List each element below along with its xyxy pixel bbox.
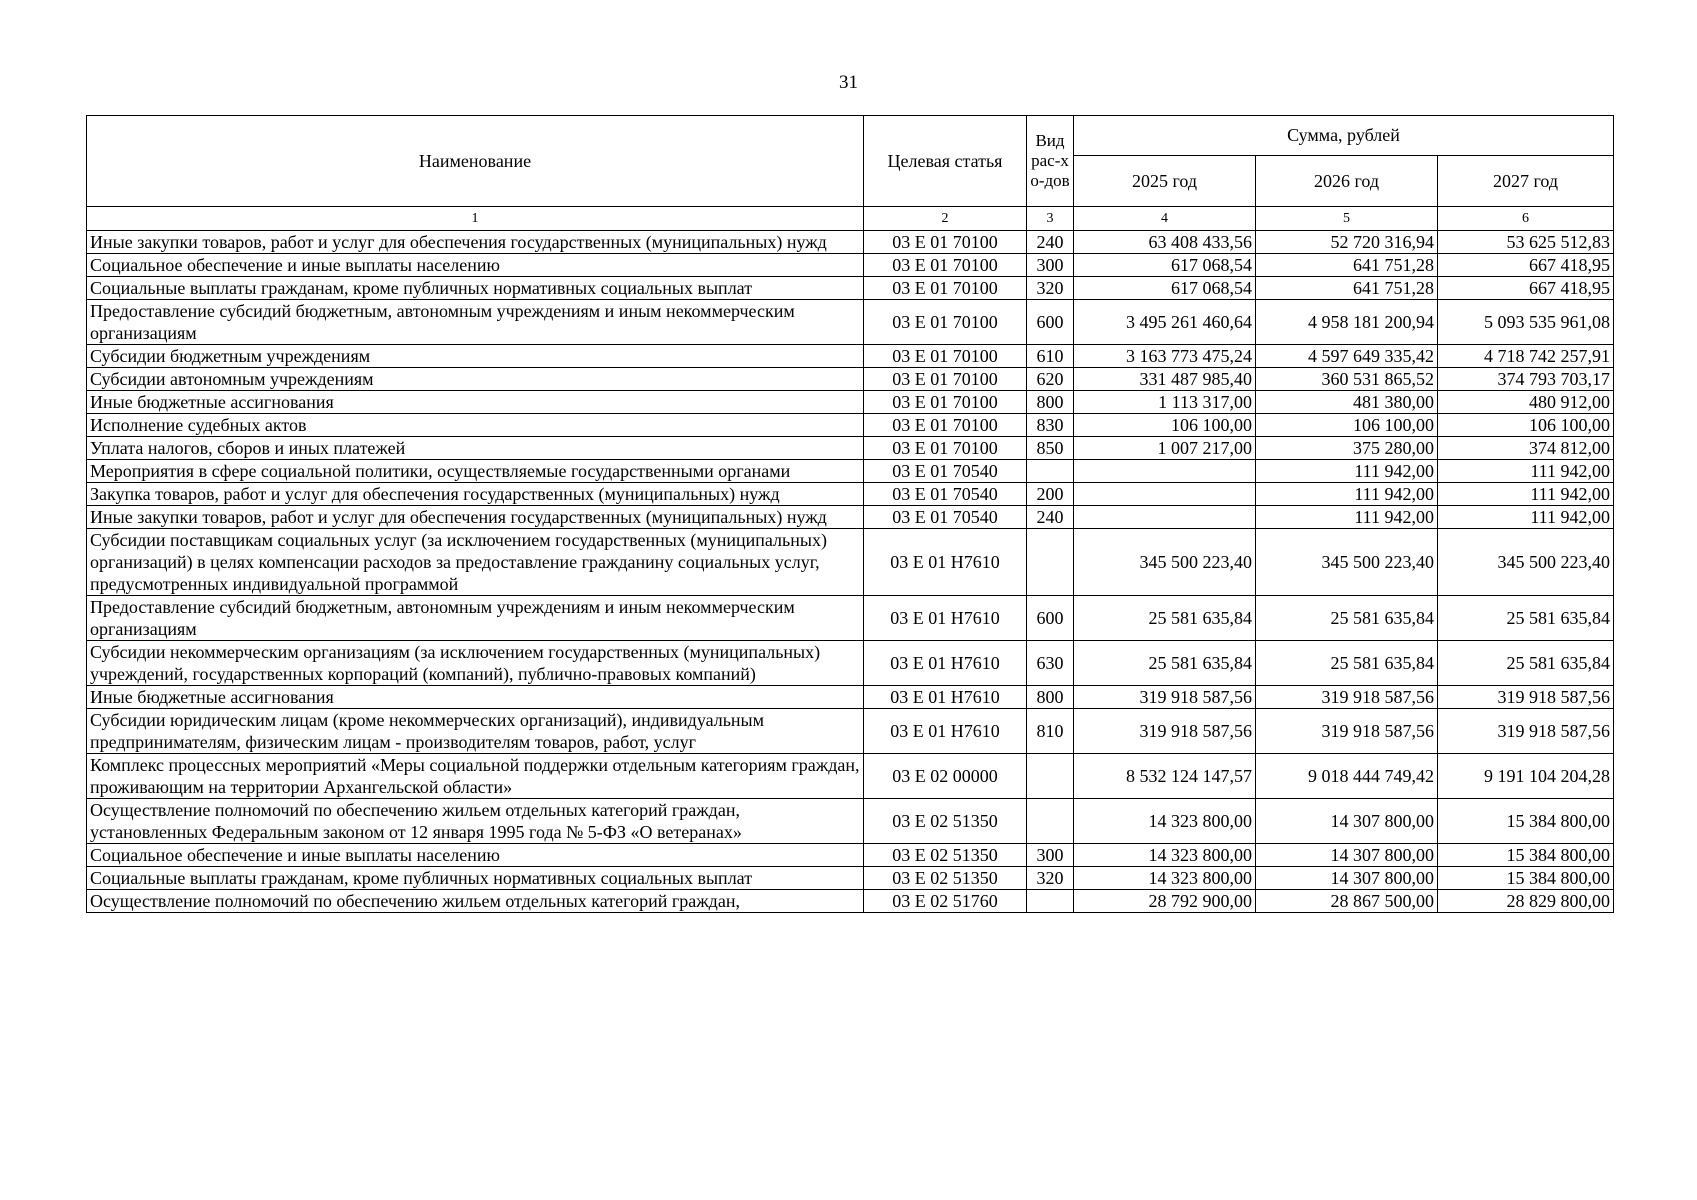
row-sum-2025: 345 500 223,40	[1074, 529, 1256, 596]
row-name: Субсидии автономным учреждениям	[87, 368, 864, 391]
row-sum-2026: 25 581 635,84	[1256, 641, 1438, 686]
row-target-article: 03 Е 01 70100	[864, 277, 1027, 300]
row-sum-2026: 106 100,00	[1256, 414, 1438, 437]
row-sum-2027: 28 829 800,00	[1438, 890, 1614, 913]
row-name: Субсидии поставщикам социальных услуг (за исключением государственных (муниципальных) организаций) в целях компенсации расходов за предоставление гражданину социальных услуг, предусмотренных индивидуальной программой	[87, 529, 864, 596]
column-number: 1	[87, 207, 864, 231]
row-sum-2026: 14 307 800,00	[1256, 867, 1438, 890]
table-row	[87, 437, 1614, 460]
row-sum-2027: 111 942,00	[1438, 506, 1614, 529]
row-target-article: 03 Е 01 70540	[864, 483, 1027, 506]
row-expense-type: 830	[1027, 414, 1074, 437]
row-sum-2025: 3 495 261 460,64	[1074, 300, 1256, 345]
row-target-article: 03 Е 01 70100	[864, 437, 1027, 460]
row-sum-2025	[1074, 483, 1256, 506]
row-sum-2025: 14 323 800,00	[1074, 867, 1256, 890]
row-name: Субсидии юридическим лицам (кроме некоммерческих организаций), индивидуальным предпринимателям, физическим лицам - производителям товаров, работ, услуг	[87, 709, 864, 754]
table-row	[87, 754, 1614, 799]
row-name: Уплата налогов, сборов и иных платежей	[87, 437, 864, 460]
header-expense-type: Вид рас-хо-дов	[1027, 116, 1074, 207]
table-row	[87, 641, 1614, 686]
row-sum-2027: 667 418,95	[1438, 254, 1614, 277]
row-name: Иные бюджетные ассигнования	[87, 391, 864, 414]
table-row	[87, 277, 1614, 300]
row-name: Иные закупки товаров, работ и услуг для обеспечения государственных (муниципальных) нужд	[87, 506, 864, 529]
row-target-article: 03 Е 01 70100	[864, 414, 1027, 437]
row-sum-2025: 3 163 773 475,24	[1074, 345, 1256, 368]
table-row	[87, 529, 1614, 596]
row-name: Осуществление полномочий по обеспечению жильем отдельных категорий граждан, установленных Федеральным законом от 12 января 1995 года № 5-ФЗ «О ветеранах»	[87, 799, 864, 844]
page-number: 31	[839, 72, 858, 93]
table-row	[87, 596, 1614, 641]
row-name: Социальное обеспечение и иные выплаты населению	[87, 844, 864, 867]
table-row	[87, 231, 1614, 254]
row-sum-2026: 52 720 316,94	[1256, 231, 1438, 254]
row-expense-type	[1027, 799, 1074, 844]
row-target-article: 03 Е 01 70100	[864, 231, 1027, 254]
row-name: Комплекс процессных мероприятий «Меры социальной поддержки отдельным категориям граждан, проживающим на территории Архангельской области»	[87, 754, 864, 799]
row-sum-2026: 345 500 223,40	[1256, 529, 1438, 596]
row-sum-2027: 374 812,00	[1438, 437, 1614, 460]
row-sum-2026: 4 958 181 200,94	[1256, 300, 1438, 345]
row-expense-type: 240	[1027, 231, 1074, 254]
row-sum-2025: 106 100,00	[1074, 414, 1256, 437]
row-target-article: 03 Е 01 70100	[864, 368, 1027, 391]
table-row	[87, 844, 1614, 867]
column-numbers-row	[87, 207, 1614, 231]
row-expense-type: 610	[1027, 345, 1074, 368]
table-row	[87, 414, 1614, 437]
table-body	[87, 231, 1614, 913]
row-sum-2026: 111 942,00	[1256, 506, 1438, 529]
row-sum-2025: 14 323 800,00	[1074, 799, 1256, 844]
column-number: 4	[1074, 207, 1256, 231]
row-target-article: 03 Е 01 70100	[864, 300, 1027, 345]
row-sum-2027: 106 100,00	[1438, 414, 1614, 437]
row-sum-2026: 375 280,00	[1256, 437, 1438, 460]
row-sum-2027: 25 581 635,84	[1438, 641, 1614, 686]
row-sum-2027: 15 384 800,00	[1438, 867, 1614, 890]
row-target-article: 03 Е 02 51350	[864, 799, 1027, 844]
row-sum-2025: 8 532 124 147,57	[1074, 754, 1256, 799]
column-number: 5	[1256, 207, 1438, 231]
row-target-article: 03 Е 02 51760	[864, 890, 1027, 913]
row-sum-2027: 15 384 800,00	[1438, 844, 1614, 867]
row-sum-2025: 28 792 900,00	[1074, 890, 1256, 913]
row-sum-2026: 641 751,28	[1256, 277, 1438, 300]
row-target-article: 03 Е 02 00000	[864, 754, 1027, 799]
row-expense-type: 810	[1027, 709, 1074, 754]
row-expense-type: 630	[1027, 641, 1074, 686]
row-target-article: 03 Е 01 Н7610	[864, 641, 1027, 686]
row-sum-2026: 4 597 649 335,42	[1256, 345, 1438, 368]
row-sum-2025: 617 068,54	[1074, 277, 1256, 300]
table-row	[87, 345, 1614, 368]
header-name: Наименование	[87, 116, 864, 207]
row-sum-2027: 667 418,95	[1438, 277, 1614, 300]
row-name: Предоставление субсидий бюджетным, автономным учреждениям и иным некоммерческим организациям	[87, 596, 864, 641]
header-year-2026: 2026 год	[1256, 156, 1438, 207]
row-sum-2026: 14 307 800,00	[1256, 844, 1438, 867]
row-sum-2026: 14 307 800,00	[1256, 799, 1438, 844]
header-sum-title: Сумма, рублей	[1074, 116, 1614, 156]
row-target-article: 03 Е 02 51350	[864, 844, 1027, 867]
row-sum-2026: 641 751,28	[1256, 254, 1438, 277]
table-row	[87, 709, 1614, 754]
table-row	[87, 483, 1614, 506]
row-expense-type: 320	[1027, 277, 1074, 300]
table-row	[87, 506, 1614, 529]
column-number: 6	[1438, 207, 1614, 231]
row-expense-type: 620	[1027, 368, 1074, 391]
row-sum-2027: 4 718 742 257,91	[1438, 345, 1614, 368]
row-name: Иные закупки товаров, работ и услуг для обеспечения государственных (муниципальных) нужд	[87, 231, 864, 254]
row-expense-type: 300	[1027, 844, 1074, 867]
row-sum-2027: 9 191 104 204,28	[1438, 754, 1614, 799]
row-sum-2026: 25 581 635,84	[1256, 596, 1438, 641]
row-sum-2027: 111 942,00	[1438, 460, 1614, 483]
row-sum-2027: 111 942,00	[1438, 483, 1614, 506]
header-year-2027: 2027 год	[1438, 156, 1614, 207]
row-sum-2026: 360 531 865,52	[1256, 368, 1438, 391]
row-sum-2025: 319 918 587,56	[1074, 686, 1256, 709]
row-expense-type: 600	[1027, 596, 1074, 641]
table-row	[87, 254, 1614, 277]
table-header	[87, 116, 1614, 231]
row-target-article: 03 Е 01 Н7610	[864, 529, 1027, 596]
row-sum-2025: 25 581 635,84	[1074, 641, 1256, 686]
row-sum-2025: 63 408 433,56	[1074, 231, 1256, 254]
row-sum-2025: 331 487 985,40	[1074, 368, 1256, 391]
row-name: Предоставление субсидий бюджетным, автономным учреждениям и иным некоммерческим организациям	[87, 300, 864, 345]
row-expense-type	[1027, 754, 1074, 799]
table-row	[87, 686, 1614, 709]
row-sum-2025: 25 581 635,84	[1074, 596, 1256, 641]
row-expense-type: 600	[1027, 300, 1074, 345]
row-name: Осуществление полномочий по обеспечению жильем отдельных категорий граждан,	[87, 890, 864, 913]
column-number: 3	[1027, 207, 1074, 231]
row-name: Социальное обеспечение и иные выплаты населению	[87, 254, 864, 277]
row-sum-2025: 617 068,54	[1074, 254, 1256, 277]
row-name: Исполнение судебных актов	[87, 414, 864, 437]
budget-table	[86, 115, 1614, 913]
row-target-article: 03 Е 01 70100	[864, 391, 1027, 414]
row-sum-2025: 14 323 800,00	[1074, 844, 1256, 867]
row-expense-type: 850	[1027, 437, 1074, 460]
table-row	[87, 890, 1614, 913]
row-sum-2025: 1 007 217,00	[1074, 437, 1256, 460]
row-sum-2027: 53 625 512,83	[1438, 231, 1614, 254]
table-row	[87, 391, 1614, 414]
row-expense-type: 800	[1027, 391, 1074, 414]
row-sum-2025: 319 918 587,56	[1074, 709, 1256, 754]
row-sum-2027: 5 093 535 961,08	[1438, 300, 1614, 345]
header-target-article: Целевая статья	[864, 116, 1027, 207]
table-row	[87, 867, 1614, 890]
row-name: Субсидии некоммерческим организациям (за исключением государственных (муниципальных) учреждений, государственных корпораций (компаний), публично-правовых компаний)	[87, 641, 864, 686]
row-target-article: 03 Е 01 70100	[864, 345, 1027, 368]
row-target-article: 03 Е 01 Н7610	[864, 596, 1027, 641]
row-expense-type	[1027, 460, 1074, 483]
row-target-article: 03 Е 01 70540	[864, 506, 1027, 529]
table-row	[87, 460, 1614, 483]
row-expense-type	[1027, 890, 1074, 913]
row-expense-type: 240	[1027, 506, 1074, 529]
row-name: Иные бюджетные ассигнования	[87, 686, 864, 709]
row-sum-2025	[1074, 460, 1256, 483]
row-target-article: 03 Е 01 70100	[864, 254, 1027, 277]
row-sum-2026: 111 942,00	[1256, 460, 1438, 483]
header-year-2025: 2025 год	[1074, 156, 1256, 207]
row-sum-2026: 481 380,00	[1256, 391, 1438, 414]
row-sum-2027: 25 581 635,84	[1438, 596, 1614, 641]
table-row	[87, 799, 1614, 844]
row-sum-2027: 319 918 587,56	[1438, 686, 1614, 709]
row-name: Социальные выплаты гражданам, кроме публичных нормативных социальных выплат	[87, 867, 864, 890]
row-name: Мероприятия в сфере социальной политики, осуществляемые государственными органами	[87, 460, 864, 483]
row-name: Субсидии бюджетным учреждениям	[87, 345, 864, 368]
row-sum-2026: 319 918 587,56	[1256, 709, 1438, 754]
row-sum-2026: 9 018 444 749,42	[1256, 754, 1438, 799]
row-sum-2027: 345 500 223,40	[1438, 529, 1614, 596]
row-expense-type: 200	[1027, 483, 1074, 506]
row-target-article: 03 Е 01 Н7610	[864, 709, 1027, 754]
row-expense-type: 320	[1027, 867, 1074, 890]
row-sum-2027: 319 918 587,56	[1438, 709, 1614, 754]
column-number: 2	[864, 207, 1027, 231]
table-row	[87, 300, 1614, 345]
row-target-article: 03 Е 01 Н7610	[864, 686, 1027, 709]
row-sum-2027: 15 384 800,00	[1438, 799, 1614, 844]
row-sum-2026: 28 867 500,00	[1256, 890, 1438, 913]
row-expense-type: 300	[1027, 254, 1074, 277]
row-name: Социальные выплаты гражданам, кроме публичных нормативных социальных выплат	[87, 277, 864, 300]
row-expense-type: 800	[1027, 686, 1074, 709]
row-sum-2027: 480 912,00	[1438, 391, 1614, 414]
row-sum-2025: 1 113 317,00	[1074, 391, 1256, 414]
row-name: Закупка товаров, работ и услуг для обеспечения государственных (муниципальных) нужд	[87, 483, 864, 506]
row-sum-2025	[1074, 506, 1256, 529]
row-sum-2027: 374 793 703,17	[1438, 368, 1614, 391]
row-expense-type	[1027, 529, 1074, 596]
row-sum-2026: 319 918 587,56	[1256, 686, 1438, 709]
row-sum-2026: 111 942,00	[1256, 483, 1438, 506]
row-target-article: 03 Е 02 51350	[864, 867, 1027, 890]
row-target-article: 03 Е 01 70540	[864, 460, 1027, 483]
table-row	[87, 368, 1614, 391]
